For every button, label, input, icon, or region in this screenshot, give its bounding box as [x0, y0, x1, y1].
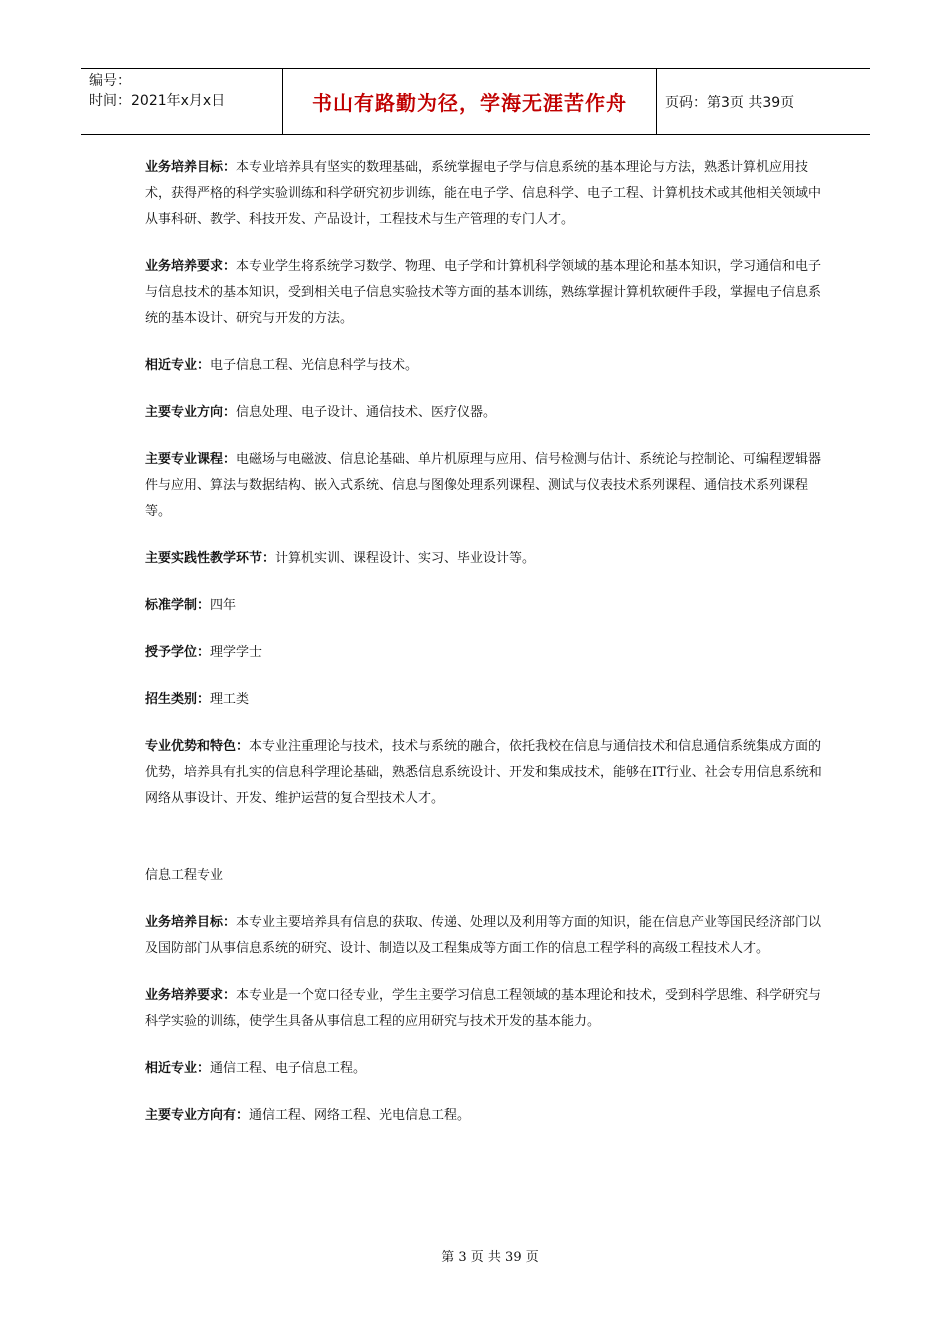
section-title: 信息工程专业	[145, 868, 224, 883]
header-meta	[81, 69, 282, 134]
field-text: 通信工程、网络工程、光电信息工程。	[249, 1108, 471, 1123]
field-label: 业务培养目标：	[145, 160, 237, 175]
paragraph	[145, 155, 825, 233]
field-label: 专业优势和特色：	[145, 739, 250, 754]
document-body	[145, 155, 825, 1150]
field-text: 信息处理、电子设计、通信技术、医疗仪器。	[236, 405, 497, 420]
field-text: 通信工程、电子信息工程。	[210, 1061, 367, 1076]
field-text: 本专业主要培养具有信息的获取、传递、处理以及利用等方面的知识，能在信息产业等国民经济部门以及国防部门从事信息系统的研究、设计、制造以及工程集成等方面工作的信息工程学科的高级工程技术人才。	[145, 915, 822, 956]
field-label: 相近专业：	[145, 1061, 211, 1076]
paragraph	[145, 353, 825, 379]
paragraph	[145, 447, 825, 525]
doc-code-label: 编号：	[89, 73, 131, 89]
paragraph	[145, 254, 825, 332]
field-text: 本专业学生将系统学习数学、物理、电子学和计算机科学领域的基本理论和基本知识，学习通信和电子与信息技术的基本知识，受到相关电子信息实验技术等方面的基本训练，熟练掌握计算机软硬件手段，掌握电子信息系统的基本设计、研究与开发的方法。	[145, 259, 822, 326]
paragraph	[145, 983, 825, 1035]
field-text: 电磁场与电磁波、信息论基础、单片机原理与应用、信号检测与估计、系统论与控制论、可编程逻辑器件与应用、算法与数据结构、嵌入式系统、信息与图像处理系列课程、测试与仪表技术系列课程、通信技术系列课程等。	[145, 452, 822, 519]
paragraph	[145, 910, 825, 962]
paragraph	[145, 1056, 825, 1082]
field-text: 本专业注重理论与技术，技术与系统的融合，依托我校在信息与通信技术和信息通信系统集成方面的优势，培养具有扎实的信息科学理论基础，熟悉信息系统设计、开发和集成技术，能够在IT行业、社会专用信息系统和网络从事设计、开发、维护运营的复合型技术人才。	[145, 739, 822, 806]
field-label: 主要专业课程：	[145, 452, 237, 467]
header-motto: 书山有路勤为径，学海无涯苦作舟	[282, 69, 657, 134]
field-label: 主要专业方向有：	[145, 1108, 250, 1123]
paragraph	[145, 640, 825, 666]
page-footer: 第 3 页 共 39 页	[441, 1250, 539, 1265]
field-text: 电子信息工程、光信息科学与技术。	[210, 358, 419, 373]
field-text: 本专业培养具有坚实的数理基础，系统掌握电子学与信息系统的基本理论与方法，熟悉计算机应用技术，获得严格的科学实验训练和科学研究初步训练，能在电子学、信息科学、电子工程、计算机技术或其他相关领域中从事科研、教学、科技开发、产品设计，工程技术与生产管理的专门人才。	[145, 160, 822, 227]
paragraph	[145, 546, 825, 572]
paragraph	[145, 1103, 825, 1129]
section-electronic-info	[145, 155, 825, 812]
doc-time-label: 时间：2021年x月x日	[89, 93, 226, 109]
field-label: 标准学制：	[145, 598, 211, 613]
field-text: 四年	[210, 598, 237, 613]
field-label: 业务培养要求：	[145, 988, 237, 1003]
field-text: 理学学士	[210, 645, 263, 660]
header-page-info: 页码：第3页 共39页	[665, 94, 795, 111]
field-label: 授予学位：	[145, 645, 211, 660]
field-text: 计算机实训、课程设计、实习、毕业设计等。	[275, 551, 536, 566]
paragraph	[145, 593, 825, 619]
field-label: 招生类别：	[145, 692, 211, 707]
field-label: 业务培养要求：	[145, 259, 237, 274]
field-label: 主要实践性教学环节：	[145, 551, 276, 566]
section-info-engineering	[145, 910, 825, 1129]
field-label: 主要专业方向：	[145, 405, 237, 420]
paragraph	[145, 687, 825, 713]
field-text: 本专业是一个宽口径专业，学生主要学习信息工程领域的基本理论和技术，受到科学思维、科学研究与科学实验的训练，使学生具备从事信息工程的应用研究与技术开发的基本能力。	[145, 988, 822, 1029]
paragraph	[145, 400, 825, 426]
page-header	[81, 68, 870, 135]
paragraph	[145, 734, 825, 812]
field-label: 相近专业：	[145, 358, 211, 373]
field-text: 理工类	[210, 692, 250, 707]
field-label: 业务培养目标：	[145, 915, 237, 930]
